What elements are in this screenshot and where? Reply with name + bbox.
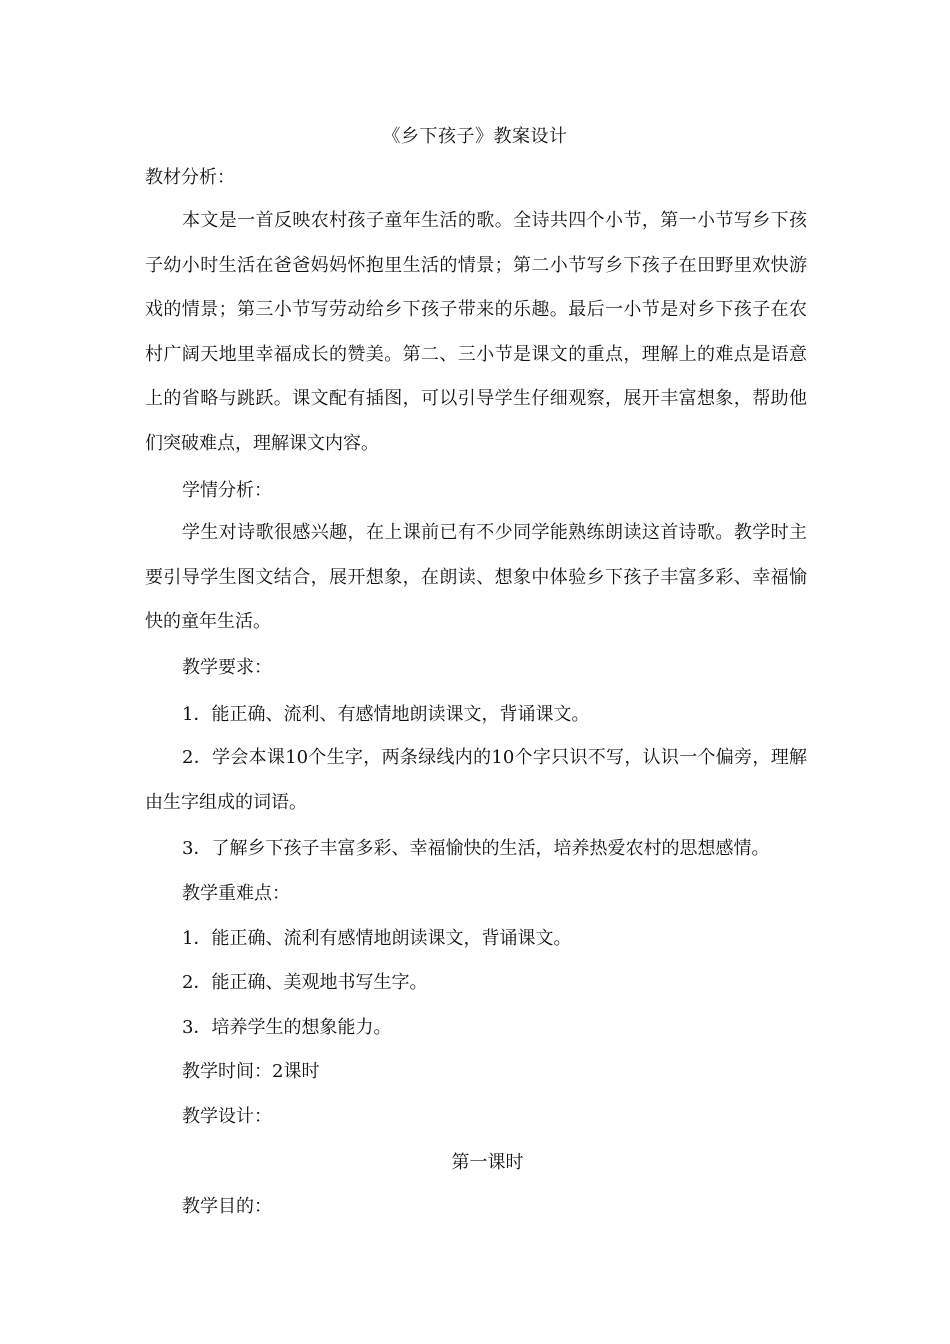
document-title: 《乡下孩子》教案设计 [382,126,568,147]
teaching-time: 教学时间：2课时 [182,1061,320,1082]
key-points-heading: 教学重难点： [182,883,290,904]
requirement-item-3: 3．了解乡下孩子丰富多彩、幸福愉快的生活，培养热爱农村的思想感情。 [182,838,770,859]
student-analysis-heading: 学情分析： [182,480,272,501]
student-analysis-body: 学生对诗歌很感兴趣，在上课前已有不少同学能熟练朗读这首诗歌。教学时主要引导学生图文结合，展开想象，在朗读、想象中体验乡下孩子丰富多彩、幸福愉快的童年生活。 [145,522,807,632]
teaching-design-heading: 教学设计： [182,1106,272,1127]
requirements-heading: 教学要求： [182,657,272,678]
key-point-item-3: 3．培养学生的想象能力。 [182,1017,392,1038]
material-analysis-heading: 教材分析： [145,167,235,188]
material-analysis-body: 本文是一首反映农村孩子童年生活的歌。全诗共四个小节，第一小节写乡下孩子幼小时生活在爸爸妈妈怀抱里生活的情景；第二小节写乡下孩子在田野里欢快游戏的情景；第三小节写劳动给乡下孩子带来的乐趣。最后一小节是对乡下孩子在农村广阔天地里幸福成长的赞美。第二、三小节是课文的重点，理解上的难点是语意上的省略与跳跃。课文配有插图，可以引导学生仔细观察，展开丰富想象，帮助他们突破难点，理解课文内容。 [145,210,807,454]
requirement-item-1: 1．能正确、流利、有感情地朗读课文，背诵课文。 [182,704,590,725]
requirement-item-2: 2．学会本课10个生字，两条绿线内的10个字只识不写，认识一个偏旁，理解由生字组成的词语。 [145,747,807,813]
first-period-heading: 第一课时 [451,1152,524,1173]
key-point-item-2: 2．能正确、美观地书写生字。 [182,972,428,993]
teaching-goal-heading: 教学目的： [182,1196,272,1217]
key-point-item-1: 1．能正确、流利有感情地朗读课文，背诵课文。 [182,928,572,949]
